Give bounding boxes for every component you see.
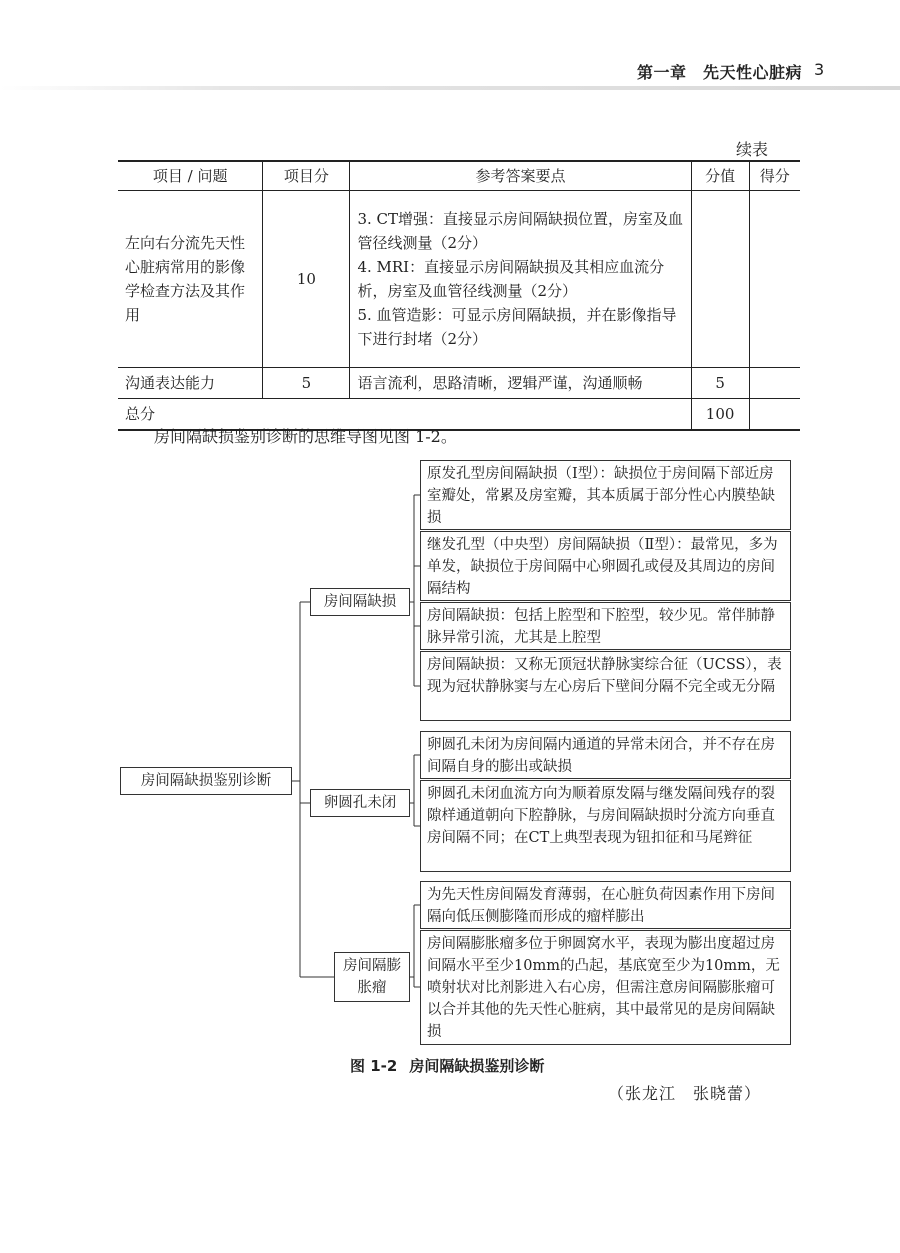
figure-title: 房间隔缺损鉴别诊断 — [409, 1057, 545, 1075]
intro-paragraph: 房间隔缺损鉴别诊断的思维导图见图 1-2。 — [154, 427, 457, 446]
row-item: 沟通表达能力 — [118, 368, 263, 399]
header-gained: 得分 — [749, 161, 800, 191]
row-answer: 语言流利，思路清晰，逻辑严谨，沟通顺畅 — [350, 368, 691, 399]
figure-caption — [350, 1055, 544, 1076]
row-score: 5 — [263, 368, 350, 399]
authors: （张龙江 张晓蕾） — [608, 1084, 762, 1103]
answer-line: 3. CT增强：直接显示房间隔缺损位置，房室及血管径线测量（2分） — [357, 210, 684, 252]
answer-line: 5. 血管造影：可显示房间隔缺损，并在影像指导下进行封堵（2分） — [357, 306, 677, 348]
row-item: 左向右分流先天性心脏病常用的影像学检查方法及其作用 — [118, 191, 263, 368]
chapter-title: 第一章 先天性心脏病 — [636, 63, 802, 82]
mindmap-leaf: 继发孔型（中央型）房间隔缺损（Ⅱ型）：最常见，多为单发，缺损位于房间隔中心卵圆孔或侵及其周边的房间隔结构 — [420, 531, 791, 601]
header-value: 分值 — [691, 161, 749, 191]
header-item-score: 项目分 — [263, 161, 350, 191]
continued-label: 续表 — [736, 140, 769, 159]
mindmap-root: 房间隔缺损鉴别诊断 — [120, 767, 292, 795]
mindmap-leaf: 房间隔膨胀瘤多位于卵圆窝水平，表现为膨出度超过房间隔水平至少10mm的凸起，基底宽至少为10mm，无喷射状对比剂影进入右心房，但需注意房间隔膨胀瘤可以合并其他的先天性心脏病，其中最常见的是房间隔缺损 — [420, 930, 791, 1045]
mindmap-branch: 房间隔膨胀瘤 — [334, 952, 410, 1002]
page-number: 3 — [814, 60, 825, 79]
mindmap-branch: 卵圆孔未闭 — [310, 789, 410, 817]
total-value: 100 — [691, 399, 749, 431]
header-answer: 参考答案要点 — [350, 161, 691, 191]
header-item: 项目 / 问题 — [118, 161, 263, 191]
mindmap-branch: 房间隔缺损 — [310, 588, 410, 616]
mindmap-leaf: 房间隔缺损：又称无顶冠状静脉窦综合征（UCSS），表现为冠状静脉窦与左心房后下壁间分隔不完全或无分隔 — [420, 651, 791, 721]
mindmap-leaf: 卵圆孔未闭血流方向为顺着原发隔与继发隔间残存的裂隙样通道朝向下腔静脉，与房间隔缺损时分流方向垂直房间隔不同；在CT上典型表现为钮扣征和马尾辫征 — [420, 780, 791, 872]
row-value: 5 — [691, 368, 749, 399]
figure-number: 图 1-2 — [350, 1057, 398, 1075]
mindmap-leaf: 房间隔缺损：包括上腔型和下腔型，较少见。常伴肺静脉异常引流，尤其是上腔型 — [420, 602, 791, 650]
row-score: 10 — [263, 191, 350, 368]
total-label: 总分 — [118, 399, 691, 431]
answer-line: 4. MRI：直接显示房间隔缺损及其相应血流分析，房室及血管径线测量（2分） — [357, 258, 665, 300]
mindmap-leaf: 原发孔型房间隔缺损（Ⅰ型）：缺损位于房间隔下部近房室瓣处，常累及房室瓣，其本质属于部分性心内膜垫缺损 — [420, 460, 791, 530]
mindmap-leaf: 为先天性房间隔发育薄弱，在心脏负荷因素作用下房间隔向低压侧膨隆而形成的瘤样膨出 — [420, 881, 791, 929]
mindmap-leaf: 卵圆孔未闭为房间隔内通道的异常未闭合，并不存在房间隔自身的膨出或缺损 — [420, 731, 791, 779]
